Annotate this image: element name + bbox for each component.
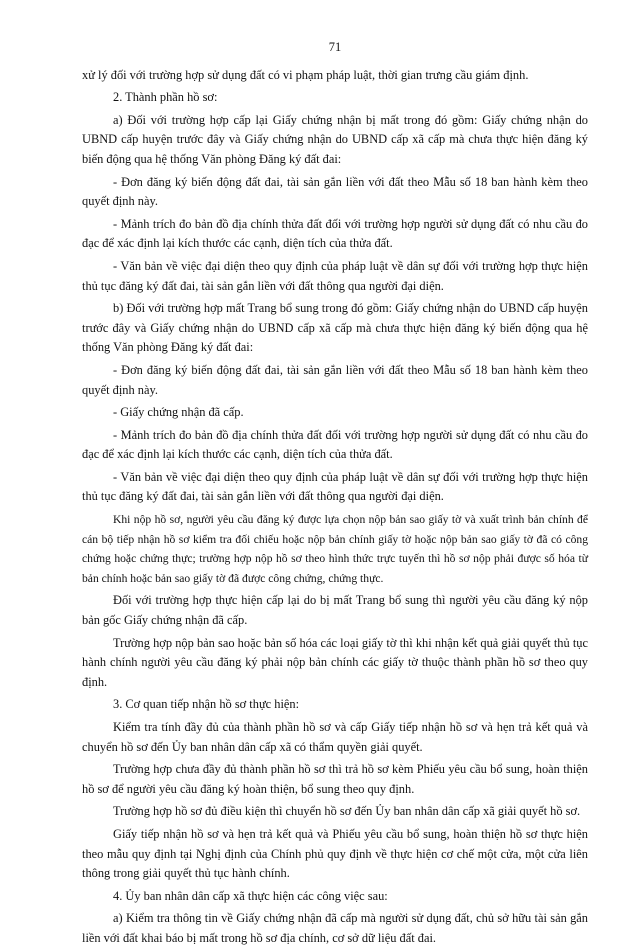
- list-item: - Đơn đăng ký biến động đất đai, tài sản gắn liền với đất theo Mẫu số 18 ban hành kèm theo quyết định này.: [82, 174, 588, 209]
- section-3-heading: 3. Cơ quan tiếp nhận hồ sơ thực hiện:: [113, 697, 300, 712]
- section-4-heading: 4. Ủy ban nhân dân cấp xã thực hiện các công việc sau:: [113, 888, 388, 903]
- list-item: - Đơn đăng ký biến động đất đai, tài sản gắn liền với đất theo Mẫu số 18 ban hành kèm theo quyết định này.: [82, 362, 588, 397]
- list-item: - Mảnh trích đo bản đồ địa chính thửa đất đối với trường hợp người sử dụng đất có nhu cầu đo đạc để xác định lại kích thước các cạnh, diện tích của thửa đất.: [82, 427, 588, 462]
- paragraph-submission: Khi nộp hồ sơ, người yêu cầu đăng ký được lựa chọn nộp bản sao giấy tờ và xuất trình bản chính để cán bộ tiếp nhận hồ sơ kiểm tra đối chiếu hoặc nộp bản chính giấy tờ hoặc nộp bản sao giấy tờ đã có công chứng hoặc chứng thực; trường hợp nộp hồ sơ theo hình thức trực tuyến thì hồ sơ nộp phải được số hóa từ bản chính hoặc bản sao giấy tờ đã được công chứng, chứng thực.: [82, 513, 588, 585]
- list-item: - Văn bản về việc đại diện theo quy định của pháp luật về dân sự đối với trường hợp thực hiện thủ tục đăng ký đất đai, tài sản gắn liền với đất thông qua người đại diện.: [82, 469, 588, 504]
- paragraph: Trường hợp hồ sơ đủ điều kiện thì chuyển hồ sơ đến Ủy ban nhân dân cấp xã giải quyết hồ sơ.: [113, 804, 581, 819]
- section-2-heading: 2. Thành phần hồ sơ:: [113, 90, 218, 105]
- page-number: 71: [328, 40, 342, 54]
- paragraph-2a: a) Đối với trường hợp cấp lại Giấy chứng nhận bị mất trong đó gồm: Giấy chứng nhận do UBND cấp huyện trước đây và Giấy chứng nhận do UBND cấp xã cấp mà chưa thực hiện đăng ký biến động qua hệ thống Văn phòng Đăng ký đất đai:: [82, 112, 588, 166]
- paragraph: Giấy tiếp nhận hồ sơ và hẹn trả kết quả và Phiếu yêu cầu bổ sung, hoàn thiện hồ sơ thực hiện theo mẫu quy định tại Nghị định của Chính phủ quy định về thực hiện cơ chế một cửa, một cửa liên thông trong giải quyết thủ tục hành chính.: [82, 826, 588, 881]
- list-item: - Giấy chứng nhận đã cấp.: [113, 405, 244, 420]
- list-item: - Mảnh trích đo bản đồ địa chính thửa đất đối với trường hợp người sử dụng đất có nhu cầu đo đạc để xác định lại kích thước các cạnh, diện tích của thửa đất.: [82, 216, 588, 251]
- paragraph-copies: Trường hợp nộp bản sao hoặc bản số hóa các loại giấy tờ thì khi nhận kết quả giải quyết thủ tục hành chính người yêu cầu đăng ký phải nộp bản chính các giấy tờ thuộc thành phần hồ sơ theo quy định.: [82, 635, 588, 689]
- paragraph: Kiểm tra tính đầy đủ của thành phần hồ sơ và cấp Giấy tiếp nhận hồ sơ và hẹn trả kết quả và chuyển hồ sơ đến Ủy ban nhân dân cấp xã có thẩm quyền giải quyết.: [82, 720, 588, 754]
- paragraph-0: xử lý đối với trường hợp sử dụng đất có vi phạm pháp luật, thời gian trưng cầu giám định.: [82, 67, 529, 82]
- paragraph: Trường hợp chưa đầy đủ thành phần hồ sơ thì trả hồ sơ kèm Phiếu yêu cầu bổ sung, hoàn thiện hồ sơ để người yêu cầu đăng ký hoàn thiện, bổ sung theo quy định.: [82, 762, 588, 796]
- list-item: - Văn bản về việc đại diện theo quy định của pháp luật về dân sự đối với trường hợp thực hiện thủ tục đăng ký đất đai, tài sản gắn liền với đất thông qua người đại diện.: [82, 258, 588, 293]
- paragraph-supplement: Đối với trường hợp thực hiện cấp lại do bị mất Trang bổ sung thì người yêu cầu đăng ký nộp bản gốc Giấy chứng nhận đã cấp.: [82, 593, 588, 628]
- paragraph-4a: a) Kiểm tra thông tin về Giấy chứng nhận đã cấp mà người sử dụng đất, chủ sở hữu tài sản gắn liền với đất khai báo bị mất trong hồ sơ địa chính, cơ sở dữ liệu đất đai.: [82, 911, 588, 945]
- paragraph-2b: b) Đối với trường hợp mất Trang bổ sung trong đó gồm: Giấy chứng nhận do UBND cấp huyện trước đây và Giấy chứng nhận do UBND cấp xã cấp mà chưa thực hiện đăng ký biến động qua hệ thống Văn phòng Đăng ký đất đai:: [82, 301, 588, 355]
